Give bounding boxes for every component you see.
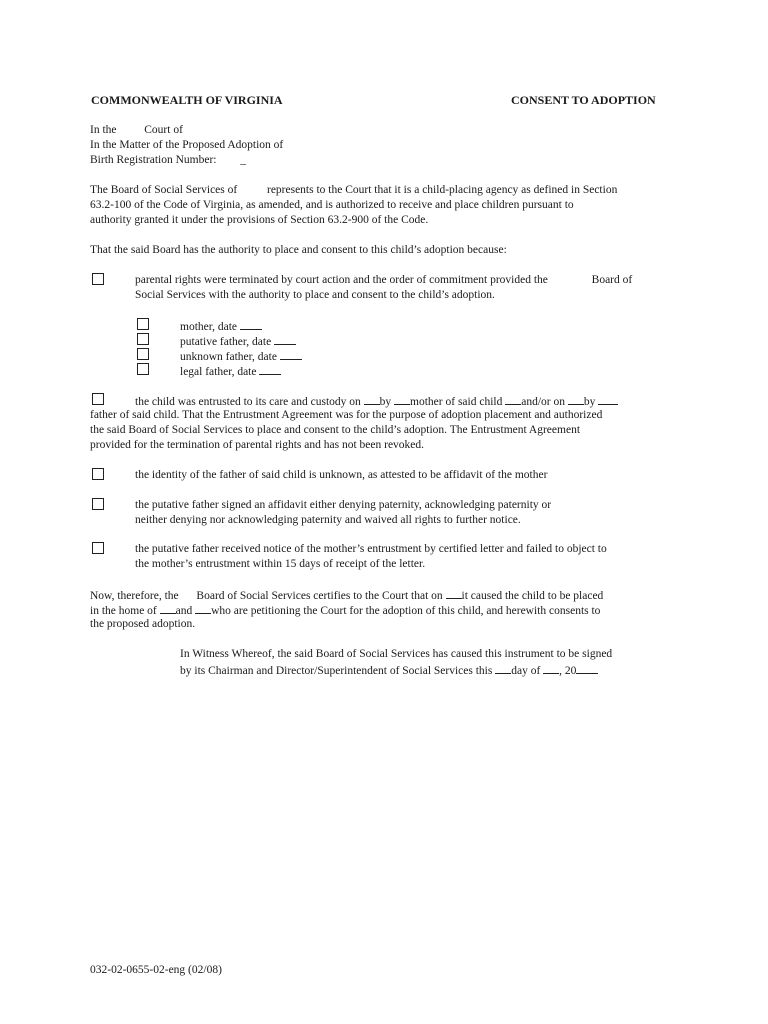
option1-line1b: Board of bbox=[591, 274, 633, 286]
option5-line2: the mother’s entrustment within 15 days of receipt of the letter. bbox=[135, 558, 426, 570]
checkbox-father-unknown[interactable] bbox=[92, 468, 104, 480]
option2-line3: the said Board of Social Services to place and consent to the child’s adoption. The Entrustment Agreement bbox=[90, 424, 581, 436]
para1-line1 bbox=[90, 183, 617, 198]
witness-text-a: by its Chairman and Director/Superintendent of Social Services this bbox=[180, 665, 493, 677]
matter-line: In the Matter of the Proposed Adoption of bbox=[90, 139, 284, 151]
form-number: 032-02-0655-02-eng (02/08) bbox=[90, 964, 222, 976]
option4-line1: the putative father signed an affidavit either denying paternity, acknowledging paternity or bbox=[135, 499, 552, 511]
checkbox-legal-father[interactable] bbox=[137, 363, 149, 375]
para2: That the said Board has the authority to place and consent to this child’s adoption because: bbox=[90, 244, 507, 256]
option2-text-c: mother of said child bbox=[410, 396, 503, 408]
witness-year-blank[interactable] bbox=[576, 662, 598, 674]
para1-line1a: The Board of Social Services of bbox=[90, 184, 238, 196]
para3-text-c: it caused the child to be placed bbox=[461, 590, 604, 602]
option1-line2: Social Services with the authority to place and consent to the child’s adoption. bbox=[135, 289, 495, 301]
petitioner-blank-2[interactable] bbox=[195, 602, 211, 614]
witness-day-blank[interactable] bbox=[495, 662, 511, 674]
checkbox-putative-father[interactable] bbox=[137, 333, 149, 345]
entrusted-date-blank-2[interactable] bbox=[568, 393, 584, 405]
option1-line1a: parental rights were terminated by court action and the order of commitment provided the bbox=[135, 274, 548, 286]
para3-text-e: and bbox=[175, 605, 193, 617]
legal-father-date-blank[interactable] bbox=[259, 363, 281, 375]
witness-text-b: day of bbox=[511, 665, 541, 677]
option1-line1 bbox=[135, 273, 632, 288]
para1-line1b: represents to the Court that it is a child-placing agency as defined in Section bbox=[266, 184, 618, 196]
court-line bbox=[90, 123, 183, 138]
witness-line2 bbox=[180, 662, 598, 679]
unknown-father-date-blank[interactable] bbox=[280, 348, 302, 360]
option4-line2: neither denying nor acknowledging paternity and waived all rights to further notice. bbox=[135, 514, 521, 526]
witness-text-c: , 20 bbox=[559, 665, 577, 677]
placement-date-blank[interactable] bbox=[446, 587, 462, 599]
sub-legal-father bbox=[180, 363, 281, 380]
para3-text-b: Board of Social Services certifies to the Court that on bbox=[196, 590, 443, 602]
checkbox-putative-affidavit[interactable] bbox=[92, 498, 104, 510]
putative-father-date-blank[interactable] bbox=[274, 333, 296, 345]
checkbox-mother[interactable] bbox=[137, 318, 149, 330]
petitioner-blank-1[interactable] bbox=[160, 602, 176, 614]
entrusted-date-blank-1[interactable] bbox=[364, 393, 380, 405]
para1-line3: authority granted it under the provisions of Section 63.2-900 of the Code. bbox=[90, 214, 429, 226]
witness-line1: In Witness Whereof, the said Board of Social Services has caused this instrument to be signed bbox=[180, 648, 613, 660]
entrusted-mother-blank[interactable] bbox=[505, 393, 521, 405]
para3-text-d: in the home of bbox=[90, 605, 157, 617]
sub-mother-label: mother, date bbox=[180, 321, 238, 333]
para3-line3: the proposed adoption. bbox=[90, 618, 196, 630]
birth-registration-label: Birth Registration Number: bbox=[90, 154, 217, 166]
option2-text-d: and/or on bbox=[521, 396, 565, 408]
checkbox-entrusted[interactable] bbox=[92, 393, 104, 405]
court-label-b: Court of bbox=[144, 124, 183, 136]
birth-registration-blank: _ bbox=[240, 154, 246, 166]
sub-unknown-father-label: unknown father, date bbox=[180, 351, 277, 363]
para3-text-f: who are petitioning the Court for the adoption of this child, and herewith consents to bbox=[211, 605, 601, 617]
court-label-a: In the bbox=[90, 124, 117, 136]
form-title-left: COMMONWEALTH OF VIRGINIA bbox=[91, 93, 283, 107]
sub-legal-father-label: legal father, date bbox=[180, 366, 257, 378]
option2-line4: provided for the termination of parental rights and has not been revoked. bbox=[90, 439, 425, 451]
para1-line2: 63.2-100 of the Code of Virginia, as amended, and is authorized to receive and place children pursuant to bbox=[90, 199, 574, 211]
entrusted-by-blank-1[interactable] bbox=[394, 393, 410, 405]
option3-text: the identity of the father of said child is unknown, as attested to be affidavit of the mother bbox=[135, 469, 548, 481]
birth-registration-line bbox=[90, 153, 246, 168]
option2-text-a: the child was entrusted to its care and custody on bbox=[135, 396, 361, 408]
para3-text-a: Now, therefore, the bbox=[90, 590, 179, 602]
sub-putative-father-label: putative father, date bbox=[180, 336, 272, 348]
option2-text-e: by bbox=[583, 396, 596, 408]
witness-month-blank[interactable] bbox=[543, 662, 559, 674]
option2-line2: father of said child. That the Entrustment Agreement was for the purpose of adoption placement and authorized bbox=[90, 409, 603, 421]
option5-line1: the putative father received notice of the mother’s entrustment by certified letter and failed to object to bbox=[135, 543, 607, 555]
option2-text-b: by bbox=[379, 396, 392, 408]
entrusted-by-blank-2[interactable] bbox=[598, 393, 618, 405]
checkbox-putative-notice[interactable] bbox=[92, 542, 104, 554]
checkbox-unknown-father[interactable] bbox=[137, 348, 149, 360]
mother-date-blank[interactable] bbox=[240, 318, 262, 330]
form-title-right: CONSENT TO ADOPTION bbox=[511, 93, 656, 107]
checkbox-parental-rights-terminated[interactable] bbox=[92, 273, 104, 285]
